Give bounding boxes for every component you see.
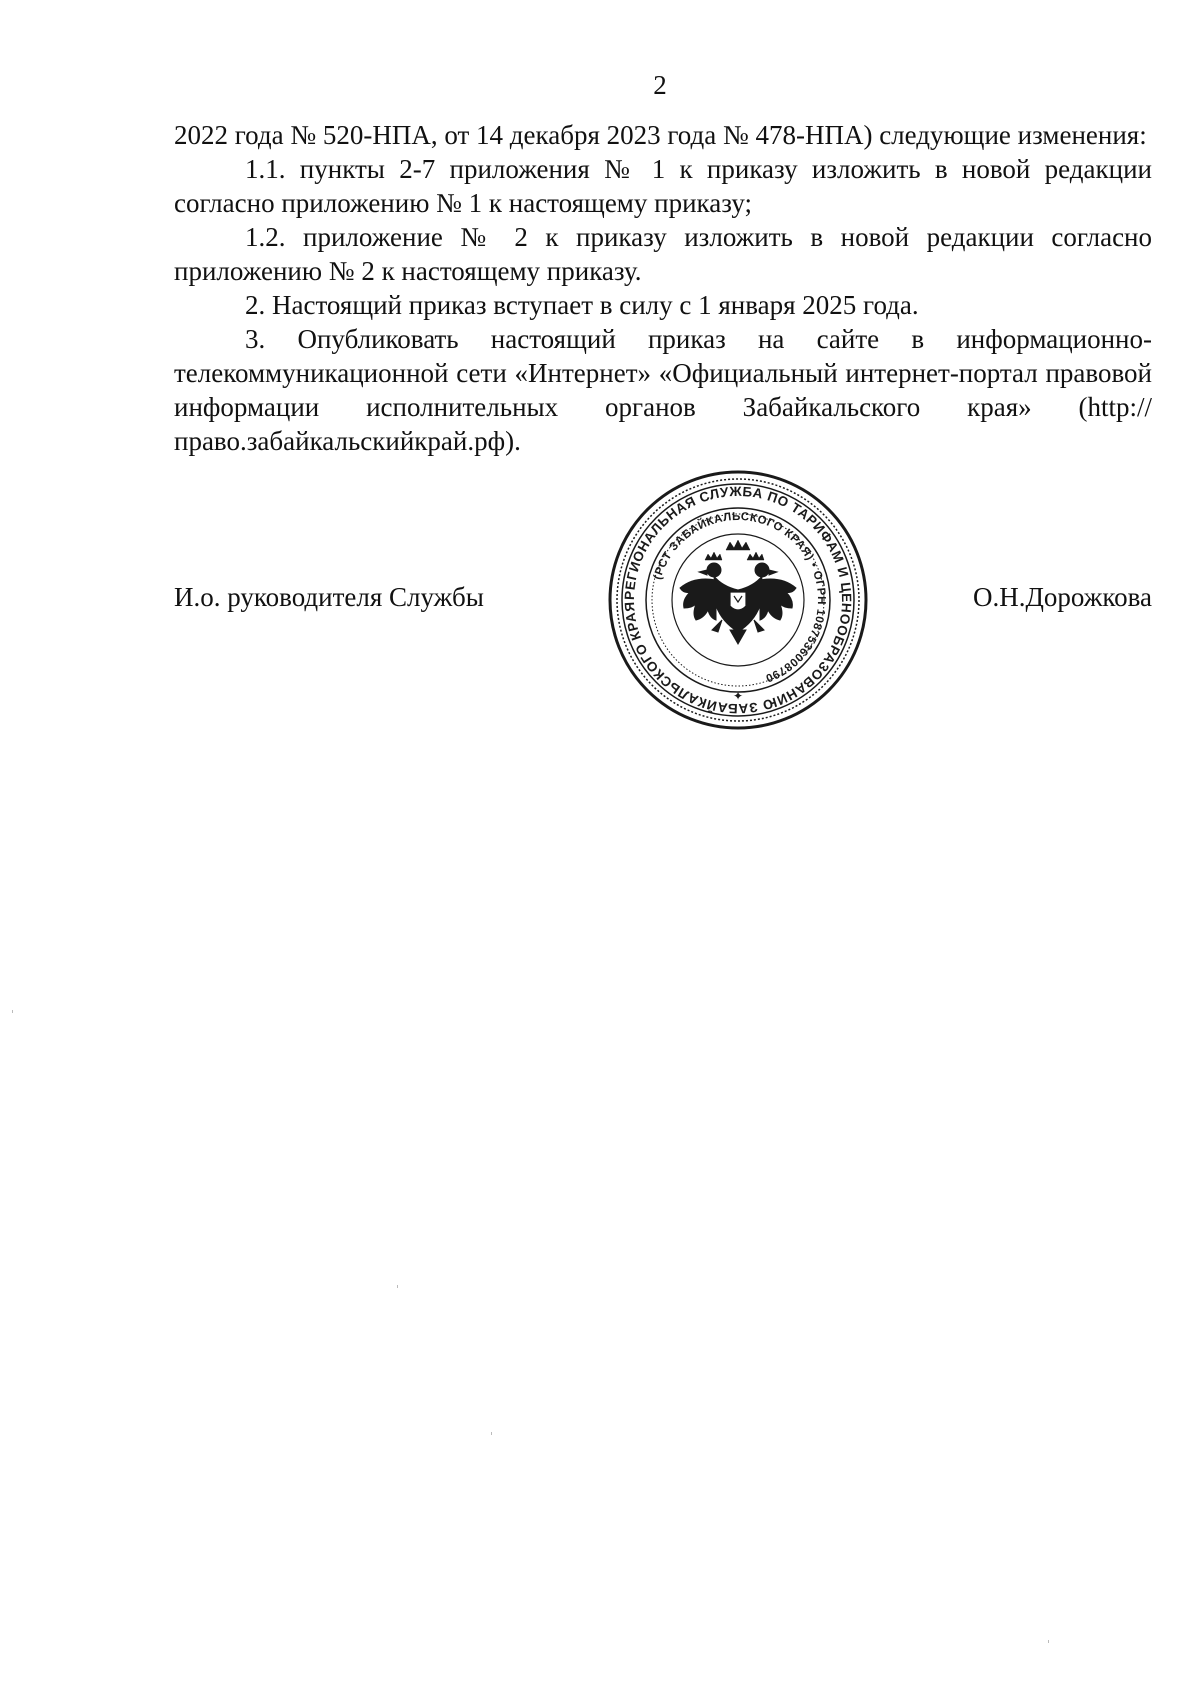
seal-graphic (606, 468, 870, 732)
paragraph-item-1-2: 1.2. приложение № 2 к приказу изложить в новой редакции согласно приложению № 2 к настоящему приказу. (174, 222, 1152, 286)
seal-star-icon: ✦ (732, 689, 744, 703)
signatory-position: И.о. руководителя Службы (174, 582, 484, 612)
double-headed-eagle-icon (680, 540, 796, 644)
page-number: 2 (653, 70, 667, 100)
paragraph-continuation: 2022 года № 520-НПА, от 14 декабря 2023 года № 478-НПА) следующие изменения: (174, 120, 1147, 150)
seal-inner-text: (РСТ ЗАБАЙКАЛЬСКОГО КРАЯ) • ОГРН 1087536008790 (651, 510, 828, 684)
seal-outer-text: РЕГИОНАЛЬНАЯ СЛУЖБА ПО ТАРИФАМ И ЦЕНООБРАЗОВАНИЮ ЗАБАЙКАЛЬСКОГО КРАЯ (621, 483, 855, 717)
scan-speck (12, 1010, 13, 1013)
scan-speck (1048, 1640, 1049, 1643)
signatory-name: О.Н.Дорожкова (972, 582, 1152, 612)
official-seal (606, 468, 870, 732)
scan-speck (397, 1285, 398, 1288)
scan-speck (491, 1432, 492, 1435)
document-body (174, 118, 1152, 458)
paragraph-item-3: 3. Опубликовать настоящий приказ на сайте в информационно-телекоммуникационной сети «Интернет» «Официальный интернет-портал правовой информации исполнительных органов Забайкальского края» (http://право.забайкальскийкрай.рф). (174, 324, 1152, 456)
paragraph-item-1-1: 1.1. пункты 2-7 приложения № 1 к приказу изложить в новой редакции согласно приложению № 1 к настоящему приказу; (174, 154, 1152, 218)
paragraph-item-2: 2. Настоящий приказ вступает в силу с 1 января 2025 года. (245, 290, 919, 320)
